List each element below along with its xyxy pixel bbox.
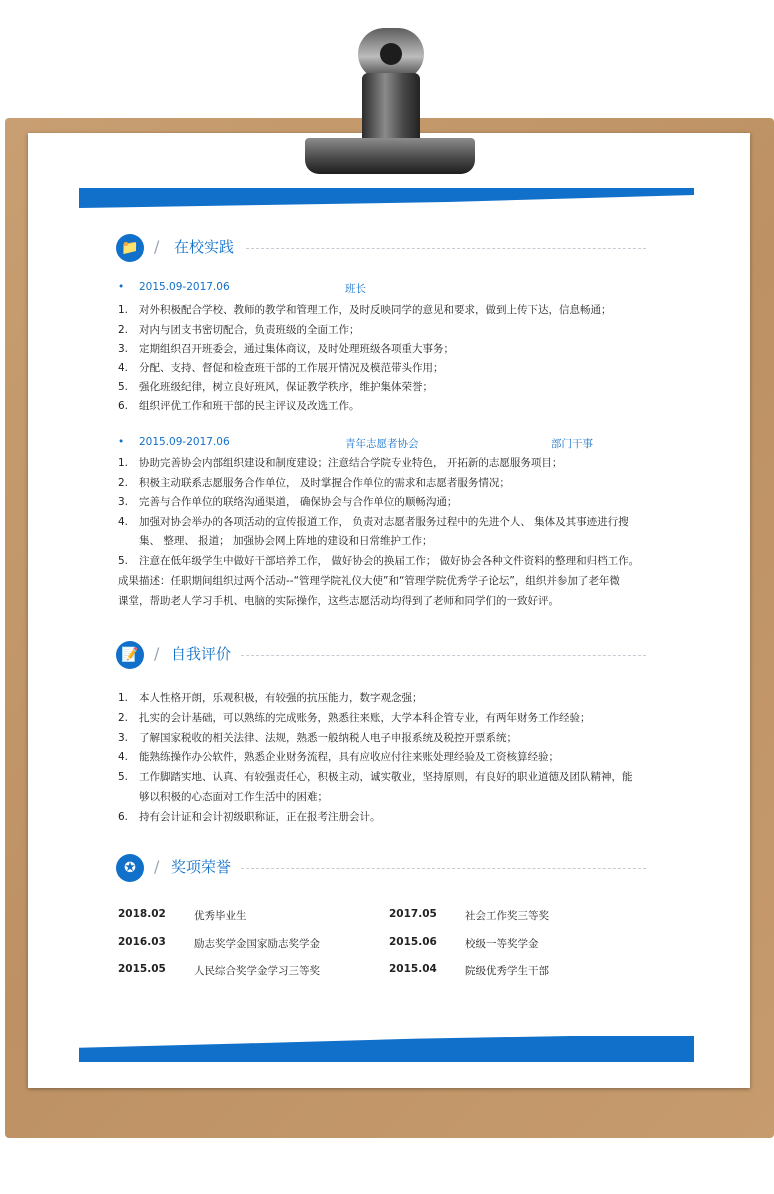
award-name: 社会工作奖三等奖: [465, 910, 549, 922]
result-description-cont: 课堂，帮助老人学习手机、电脑的实际操作，这些志愿活动均得到了老师和同学们的一致好评。: [118, 595, 559, 607]
job-role: 班长: [345, 283, 366, 295]
section-header-self: [116, 641, 646, 669]
job-date: 2015.09-2017.06: [139, 436, 230, 448]
list-item: 2. 积极主动联系志愿服务合作单位， 及时掌握合作单位的需求和志愿者服务情况；: [118, 477, 510, 489]
list-item: 3. 定期组织召开班委会，通过集体商议，及时处理班级各项重大事务；: [118, 343, 454, 355]
section-title: 奖项荣誉: [171, 858, 232, 876]
award-name: 优秀毕业生: [194, 910, 247, 922]
list-item: 5. 工作脚踏实地、认真、有较强责任心，积极主动，诚实敬业，坚持原则，有良好的职业道德及团队精神，能: [118, 771, 633, 783]
list-item: 够以积极的心态面对工作生活中的困难；: [139, 791, 328, 803]
section-title: 在校实践: [174, 238, 235, 256]
section-title: 自我评价: [171, 645, 232, 663]
award-name: 励志奖学金国家励志奖学金: [194, 938, 320, 950]
list-item: 5. 注意在低年级学生中做好干部培养工作， 做好协会的换届工作； 做好协会各种文件资料的整理和归档工作。: [118, 555, 640, 567]
list-item: 集、 整理、 报道； 加强协会网上阵地的建设和日常维护工作；: [139, 535, 433, 547]
job-date: 2015.09-2017.06: [139, 281, 230, 293]
section-header-awards: [116, 854, 646, 882]
list-item: 5. 强化班级纪律，树立良好班风，保证教学秩序，维护集体荣誉；: [118, 381, 433, 393]
award-name: 校级一等奖学金: [465, 938, 539, 950]
list-item: 6. 持有会计证和会计初级职称证，正在报考注册会计。: [118, 811, 381, 823]
binder-clip-icon: [305, 28, 475, 178]
list-item: 1. 本人性格开朗，乐观积极，有较强的抗压能力，数字观念强；: [118, 692, 423, 704]
job-org: 青年志愿者协会: [345, 438, 419, 450]
folder-icon: 📁: [116, 234, 144, 262]
section-slash: /: [154, 237, 160, 256]
list-item: 6. 组织评优工作和班干部的民主评议及改选工作。: [118, 400, 360, 412]
document-icon: 📝: [116, 641, 144, 669]
list-item: 3. 了解国家税收的相关法律、法规，熟悉一般纳税人电子申报系统及税控开票系统；: [118, 732, 517, 744]
award-year: 2018.02: [118, 908, 166, 920]
award-name: 院级优秀学生干部: [465, 965, 549, 977]
list-item: 2. 扎实的会计基础，可以熟练的完成账务，熟悉往来账，大学本科企管专业，有两年财务工作经验；: [118, 712, 591, 724]
medal-icon: ✪: [116, 854, 144, 882]
list-item: 3. 完善与合作单位的联络沟通渠道， 确保协会与合作单位的顺畅沟通；: [118, 496, 458, 508]
list-item: 4. 分配、支持、督促和检查班干部的工作展开情况及模范带头作用；: [118, 362, 444, 374]
job-header-1: • 2015.09-2017.06 班长: [118, 281, 366, 295]
job-role: 部门干事: [551, 438, 593, 450]
section-slash: /: [154, 857, 160, 876]
list-item: 2. 对内与团支书密切配合，负责班级的全面工作；: [118, 324, 360, 336]
section-divider: [246, 248, 646, 249]
job-header-2: • 2015.09-2017.06 青年志愿者协会 部门干事: [118, 436, 593, 450]
list-item: 1. 对外积极配合学校、教师的教学和管理工作，及时反映同学的意见和要求，做到上传下达，信息畅通；: [118, 304, 612, 316]
list-item: 4. 能熟练操作办公软件，熟悉企业财务流程，具有应收应付往来账处理经验及工资核算经验；: [118, 751, 559, 763]
list-item: 4. 加强对协会举办的各项活动的宣传报道工作， 负责对志愿者服务过程中的先进个人、 集体及其事迹进行搜: [118, 516, 629, 528]
section-header-campus: [116, 234, 646, 262]
award-year: 2015.05: [118, 963, 166, 975]
result-description: 成果描述：任职期间组织过两个活动--“管理学院礼仪大使”和“管理学院优秀学子论坛”，组织并参加了老年微: [118, 575, 620, 587]
award-year: 2016.03: [118, 936, 166, 948]
section-slash: /: [154, 644, 160, 663]
list-item: 1. 协助完善协会内部组织建设和制度建设；注意结合学院专业特色， 开拓新的志愿服务项目；: [118, 457, 563, 469]
award-year: 2017.05: [389, 908, 437, 920]
award-year: 2015.04: [389, 963, 437, 975]
section-divider: [241, 655, 646, 656]
award-year: 2015.06: [389, 936, 437, 948]
award-name: 人民综合奖学金学习三等奖: [194, 965, 320, 977]
section-divider: [241, 868, 646, 869]
